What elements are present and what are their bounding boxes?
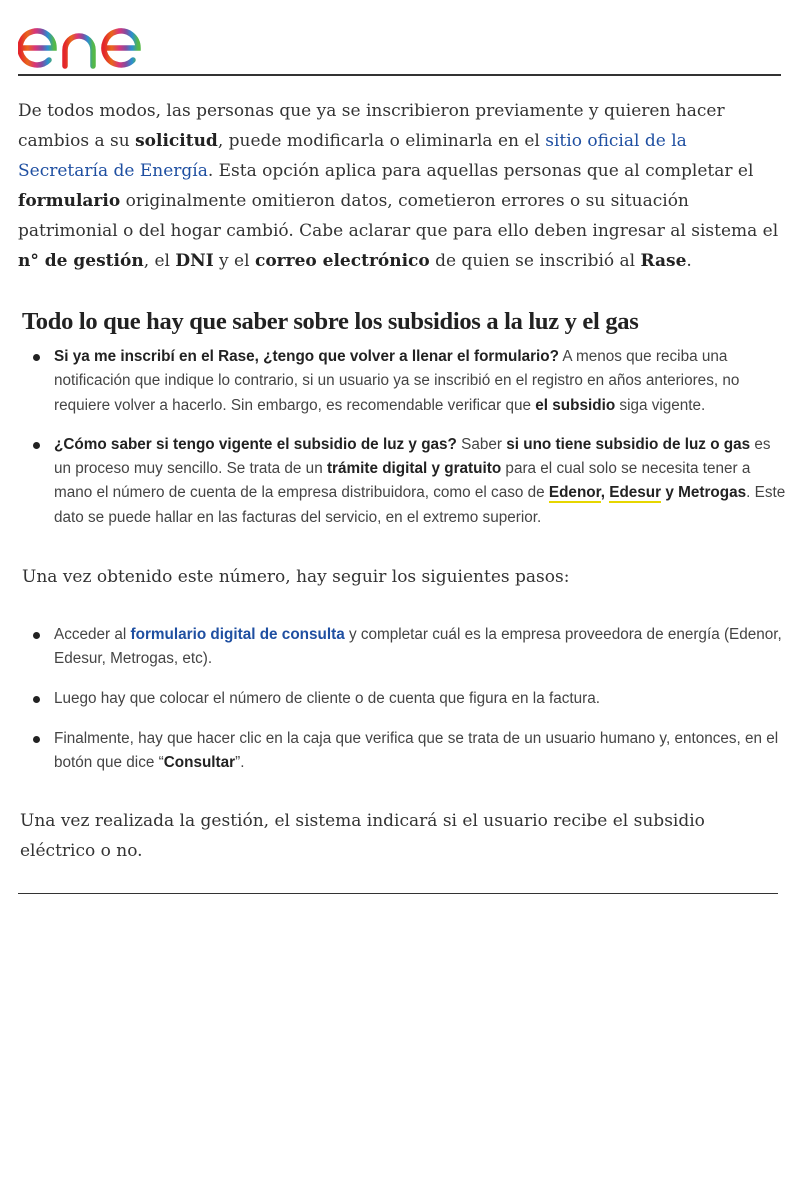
top-divider [18,74,781,76]
faq-item: Si ya me inscribí en el Rase, ¿tengo que volver a llenar el formulario? A menos que reciba una notificación que indique lo contrario, si un usuario ya se inscribió en el registro en años anteriores, no requiere volver a hacerlo. Sin embargo, es recomendable verificar que el subsidio siga vigente. [54,345,786,418]
edesur-link[interactable]: Edesur [609,484,662,502]
enel-logo[interactable] [18,8,180,70]
section-heading: Todo lo que hay que saber sobre los subsidios a la luz y el gas [22,308,639,335]
steps-intro: Una vez obtenido este número, hay seguir los siguientes pasos: [22,567,570,587]
faq-list [54,345,786,530]
step-item: Acceder al formulario digital de consulta y completar cuál es la empresa proveedora de energía (Edenor, Edesur, Metrogas, etc). [54,623,786,672]
intro-paragraph: De todos modos, las personas que ya se inscribieron previamente y quieren hacer cambios a su solicitud, puede modificarla o eliminarla en el sitio oficial de la Secretaría de Energía. Esta opción aplica para aquellas personas que al completar el formulario originalmente omitieron datos, cometieron errores o su situación patrimonial o del hogar cambió. Cabe aclarar que para ello deben ingresar al sistema el n° de gestión, el DNI y el correo electrónico de quien se inscribió al Rase. [18,101,779,271]
secretaria-energia-link[interactable]: sitio oficial de la Secretaría de Energía [18,131,687,181]
step-item: Finalmente, hay que hacer clic en la caja que verifica que se trata de un usuario humano y, entonces, en el botón que dice “Consultar”. [54,727,786,776]
formulario-consulta-link[interactable]: formulario digital de consulta [130,626,345,643]
steps-list [54,623,786,775]
faq-item: ¿Cómo saber si tengo vigente el subsidio de luz y gas? Saber si uno tiene subsidio de luz o gas es un proceso muy sencillo. Se trata de un trámite digital y gratuito para el cual solo se necesita tener a mano el número de cuenta de la empresa distribuidora, como el caso de Edenor, Edesur y Metrogas. Este dato se puede hallar en las facturas del servicio, en el extremo superior. [54,433,786,530]
step-item: Luego hay que colocar el número de cliente o de cuenta que figura en la factura. [54,687,786,711]
bottom-divider [18,893,778,894]
closing-paragraph: Una vez realizada la gestión, el sistema indicará si el usuario recibe el subsidio eléctrico o no. [20,811,705,861]
edenor-link[interactable]: Edenor [548,484,601,502]
